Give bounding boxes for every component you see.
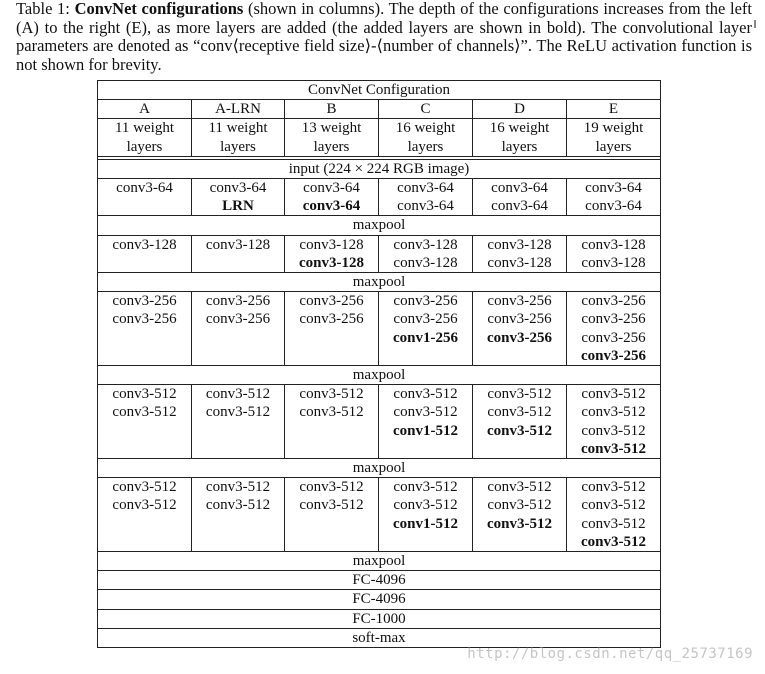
column-desc [567, 119, 661, 156]
layer-name: conv3-512 [299, 497, 364, 514]
layer-name: conv3-256 [487, 329, 552, 346]
column-header [192, 100, 285, 119]
layer-name: LRN [222, 198, 254, 215]
layer-name: conv3-256 [393, 293, 458, 310]
layer-name: conv3-128 [487, 254, 552, 271]
layer-name: conv3-256 [487, 311, 552, 328]
layer-cell [567, 179, 661, 216]
column-header [473, 100, 567, 119]
column-names-row [98, 100, 661, 119]
maxpool-row-row [98, 216, 661, 235]
layer-name: conv3-64 [397, 180, 454, 197]
column-desc-line: 16 weight [489, 120, 550, 137]
watermark: http://blog.csdn.net/qq_25737169 [467, 646, 753, 662]
tail-layer-row-text: FC-4096 [352, 591, 406, 608]
tail-layer-row-row [98, 590, 661, 609]
layer-name: conv3-256 [487, 293, 552, 310]
table-caption [16, 0, 752, 74]
layer-name: conv3-512 [581, 422, 646, 439]
column-desc [98, 119, 192, 156]
maxpool-row [98, 552, 661, 571]
column-name: E [608, 101, 619, 118]
column-header [98, 100, 192, 119]
layer-name: conv3-512 [487, 422, 552, 439]
layer-cell [379, 179, 473, 216]
column-name: D [514, 101, 525, 118]
caption-text: (shown in columns). The depth of the configurations increases from the left (A) to the right (E), as more layers are added (the added layers are shown in bold). The convolutional layer parameters are denoted as “conv⟨receptive field size⟩-⟨number of channels⟩”. The ReLU activation function is not shown for brevity. [16, 0, 753, 74]
layer-name: conv3-256 [581, 293, 646, 310]
column-desc [473, 119, 567, 156]
layer-name: conv3-128 [581, 254, 646, 271]
layer-cell [98, 179, 192, 216]
column-desc-line: layers [313, 138, 350, 155]
input-row [98, 159, 661, 178]
layer-name: conv3-128 [581, 236, 646, 253]
layer-name: conv3-512 [581, 533, 646, 550]
layer-cell [285, 235, 379, 272]
column-name: A-LRN [215, 101, 261, 118]
tail-layer-row-row [98, 628, 661, 647]
layer-name: conv3-512 [487, 404, 552, 421]
layer-cell [473, 179, 567, 216]
layer-name: conv3-256 [112, 311, 177, 328]
layer-cell [473, 292, 567, 366]
layer-cell [379, 235, 473, 272]
layer-cell [567, 235, 661, 272]
maxpool-row-row [98, 552, 661, 571]
column-header [379, 100, 473, 119]
layer-name: conv3-512 [581, 497, 646, 514]
layer-cell [192, 292, 285, 366]
layer-cell [192, 179, 285, 216]
layer-name: conv3-256 [581, 311, 646, 328]
maxpool-row-text: maxpool [352, 367, 406, 384]
maxpool-row [98, 216, 661, 235]
maxpool-row-text: maxpool [352, 217, 406, 234]
layer-name: conv1-256 [393, 329, 458, 346]
layer-cell [567, 292, 661, 366]
layer-name: conv3-512 [393, 404, 458, 421]
layer-name: conv3-512 [205, 479, 271, 496]
layer-name: conv3-256 [205, 293, 271, 310]
layer-name: conv3-64 [491, 198, 548, 215]
layer-name: conv3-128 [487, 236, 552, 253]
layer-name: conv3-512 [205, 404, 271, 421]
layer-name: conv3-64 [585, 180, 642, 197]
layer-name: conv3-256 [581, 347, 646, 364]
layer-cell [98, 292, 192, 366]
tail-layer-row [98, 590, 661, 609]
maxpool-row [98, 366, 661, 385]
layer-cell [192, 478, 285, 552]
layer-name: conv3-512 [581, 479, 646, 496]
layer-cell [285, 179, 379, 216]
input-row-text: input (224 × 224 RGB image) [288, 160, 470, 177]
column-header [285, 100, 379, 119]
tail-layer-row-text: soft-max [352, 629, 406, 646]
layer-name: conv3-512 [299, 479, 364, 496]
layer-name: conv3-512 [299, 404, 364, 421]
table-title [98, 81, 661, 100]
layer-block-row [98, 292, 661, 366]
layer-name: conv3-512 [581, 440, 646, 457]
layer-name: conv3-512 [487, 497, 552, 514]
layer-name: conv3-128 [299, 236, 364, 253]
layer-cell [98, 478, 192, 552]
tail-layer-row [98, 571, 661, 590]
layer-cell [379, 292, 473, 366]
column-desc-line: layers [126, 138, 163, 155]
table-title-text: ConvNet Configuration [307, 82, 451, 98]
column-desc-line: layers [501, 138, 538, 155]
maxpool-row-text: maxpool [352, 460, 406, 477]
maxpool-row-text: maxpool [352, 553, 406, 570]
column-desc-line: 16 weight [395, 120, 456, 137]
tail-layer-row [98, 609, 661, 628]
layer-name: conv3-64 [491, 180, 548, 197]
layer-block-row [98, 385, 661, 459]
layer-cell [192, 385, 285, 459]
layer-name: conv3-512 [393, 386, 458, 403]
column-desc-line: layers [407, 138, 444, 155]
layer-cell [98, 235, 192, 272]
column-desc-line: 19 weight [583, 120, 644, 137]
table-title-row [98, 81, 661, 100]
layer-name: conv3-512 [393, 479, 458, 496]
layer-block-row [98, 179, 661, 216]
layer-name: conv3-256 [112, 293, 177, 310]
layer-name: conv3-512 [205, 497, 271, 514]
column-name: A [139, 101, 150, 118]
layer-name: conv3-128 [205, 236, 271, 253]
layer-cell [567, 385, 661, 459]
layer-cell [473, 478, 567, 552]
column-desc-line: 13 weight [301, 120, 362, 137]
column-name: C [420, 101, 431, 118]
layer-name: conv3-512 [112, 404, 177, 421]
tail-layer-row-text: FC-4096 [352, 572, 406, 589]
maxpool-row [98, 459, 661, 478]
maxpool-row-row [98, 366, 661, 385]
column-header [567, 100, 661, 119]
layer-name: conv1-512 [393, 515, 458, 532]
layer-cell [98, 385, 192, 459]
layer-name: conv3-512 [581, 515, 646, 532]
layer-name: conv3-128 [393, 236, 458, 253]
layer-name: conv3-256 [393, 311, 458, 328]
layer-name: conv3-512 [487, 386, 552, 403]
layer-cell [379, 478, 473, 552]
layer-name: conv3-64 [397, 198, 454, 215]
edge-mark [754, 20, 756, 28]
layer-name: conv3-256 [299, 293, 364, 310]
layer-name: conv3-512 [112, 479, 177, 496]
layer-name: conv3-64 [209, 180, 267, 197]
column-desc-line: layers [220, 138, 256, 155]
layer-name: conv3-64 [303, 180, 360, 197]
column-desc [285, 119, 379, 156]
layer-name: conv3-128 [393, 254, 458, 271]
layer-name: conv3-256 [581, 329, 646, 346]
layer-cell [285, 478, 379, 552]
layer-name: conv3-512 [581, 386, 646, 403]
layer-name: conv3-128 [299, 254, 364, 271]
maxpool-row-row [98, 273, 661, 292]
maxpool-row-text: maxpool [352, 274, 406, 291]
tail-layer-row-row [98, 609, 661, 628]
column-desc-line: layers [595, 138, 632, 155]
layer-name: conv3-512 [299, 386, 364, 403]
layer-name: conv3-512 [487, 515, 552, 532]
layer-cell [473, 385, 567, 459]
maxpool-row-row [98, 459, 661, 478]
layer-cell [473, 235, 567, 272]
tail-layer-row-row [98, 571, 661, 590]
layer-cell [285, 292, 379, 366]
layer-block-row [98, 235, 661, 272]
layer-name: conv3-256 [205, 311, 271, 328]
layer-name: conv3-256 [299, 311, 364, 328]
column-desc-line: 11 weight [208, 120, 268, 137]
caption-label: Table 1: [16, 0, 75, 18]
layer-name: conv1-512 [393, 422, 458, 439]
column-desc-row [98, 119, 661, 156]
layer-name: conv3-512 [393, 497, 458, 514]
layer-block-row [98, 478, 661, 552]
layer-cell [379, 385, 473, 459]
layer-name: conv3-512 [205, 386, 271, 403]
layer-name: conv3-64 [116, 180, 173, 197]
tail-layer-row-text: FC-1000 [352, 610, 406, 627]
layer-name: conv3-512 [487, 479, 552, 496]
column-desc [192, 119, 285, 156]
column-desc [379, 119, 473, 156]
column-desc-line: 11 weight [114, 120, 175, 137]
layer-name: conv3-512 [112, 497, 177, 514]
layer-cell [285, 385, 379, 459]
layer-name: conv3-512 [112, 386, 177, 403]
layer-cell [567, 478, 661, 552]
column-name: B [326, 101, 337, 118]
input-row-row [98, 159, 661, 178]
tail-layer-row [98, 628, 661, 647]
maxpool-row [98, 273, 661, 292]
layer-name: conv3-64 [585, 198, 642, 215]
layer-name: conv3-128 [112, 236, 177, 253]
layer-name: conv3-64 [302, 198, 361, 215]
layer-name: conv3-512 [581, 404, 646, 421]
convnet-configuration-table [97, 80, 661, 648]
caption-bold-title: ConvNet configurations [74, 0, 244, 18]
layer-cell [192, 235, 285, 272]
